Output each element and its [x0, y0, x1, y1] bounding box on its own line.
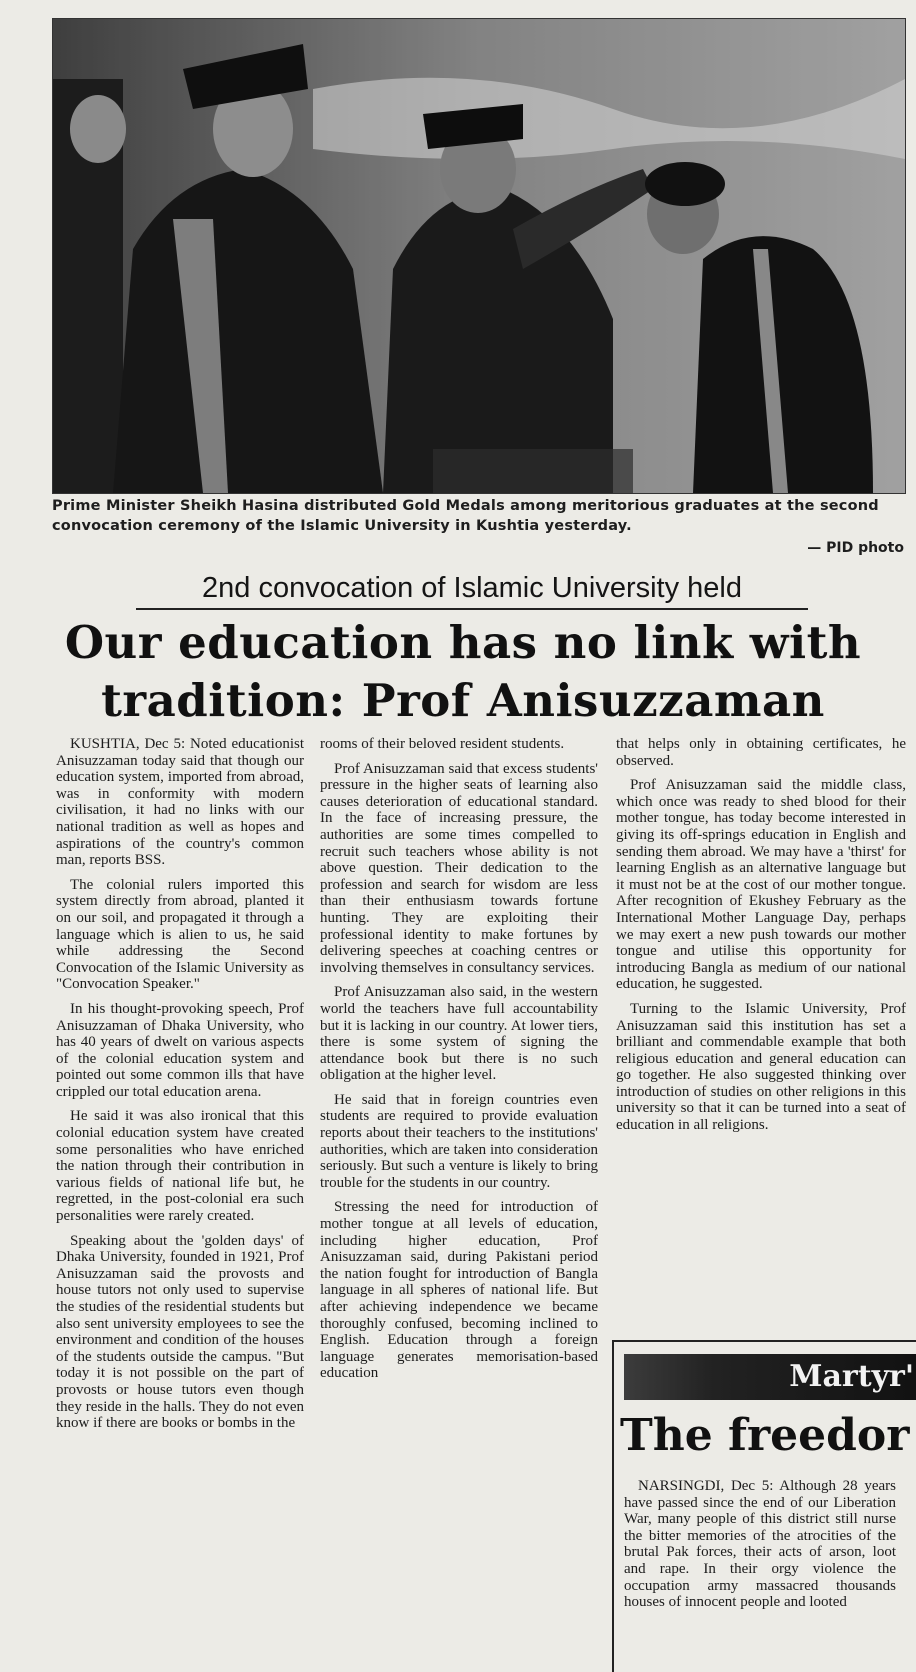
news-photo	[52, 18, 906, 494]
article-headline: Our education has no link with tradition: Prof Anisuzzaman	[64, 616, 862, 727]
paragraph: He said it was also ironical that this colonial education system have created some personalities who have enriched the nation through their contribution in various fields of national life but, he regretted, in the post-colonial era such personalities were rarely created.	[56, 1108, 304, 1225]
paragraph: that helps only in obtaining certificates, he observed.	[616, 736, 906, 769]
paragraph: Stressing the need for introduction of mother tongue at all levels of education, including higher education, Prof Anisuzzaman said, during Pakistani period the nation fought for introduction of Bangla language in all spheres of national life. But after achieving independence we became thoroughly confused, becoming inclined to English. Education through a foreign language generates memorisation-based education	[320, 1199, 598, 1382]
article-column-1	[56, 736, 304, 1440]
sidebar-story-body	[624, 1478, 896, 1611]
paragraph: Prof Anisuzzaman said that excess students' pressure in the higher seats of learning also causes deterioration of educational standard. In the face of increasing pressure, the authorities are some times compelled to recruit such teachers whose ability is not above question. Their dedication to the profession and search for wisdom are less than their enthusiasm towards fortune hunting. They are exploiting their professional identity to make fortunes by delivering speeches at coaching centres or involving themselves in consultancy services.	[320, 760, 598, 976]
article-kicker: 2nd convocation of Islamic University held	[136, 570, 808, 610]
paragraph: NARSINGDI, Dec 5: Although 28 years have passed since the end of our Liberation War, many people of this district still nurse the bitter memories of the atrocities of the brutal Pak forces, their acts of arson, loot and rape. In their orgy violence the occupation army massacred thousands houses of innocent people and looted	[624, 1478, 896, 1611]
paragraph: Turning to the Islamic University, Prof Anisuzzaman said this institution has set a brilliant and commendable example that both religious education and general education can go together. He also suggested thinking over introduction of studies on other religions in this university so that it can be turned into a seat of education in all religions.	[616, 1000, 906, 1134]
paragraph: rooms of their beloved resident students.	[320, 736, 565, 752]
paragraph: Prof Anisuzzaman also said, in the western world the teachers have full accountability but it is lacking in our country. At lower tiers, there is some system of signing the attendance book but there is no such obligation at the higher level.	[320, 984, 598, 1084]
paragraph: KUSHTIA, Dec 5: Noted educationist Anisuzzaman today said that though our education system, imported from abroad, was in conformity with modern civilisation, it had no links with our national tradition as well as hopes and aspirations of the country's common man, reports BSS.	[56, 736, 304, 869]
sidebar-story-headline: The freedor	[620, 1410, 910, 1461]
photo-caption: Prime Minister Sheikh Hasina distributed Gold Medals among meritorious graduates at the second convocation ceremony of the Islamic University in Kushtia yesterday.	[52, 498, 879, 534]
paragraph: He said that in foreign countries even students are required to provide evaluation reports about their teachers to the institutions' authorities, which are taken into consideration seriously. But such a venture is likely to bring trouble for the students in our country.	[320, 1091, 598, 1191]
paragraph: Speaking about the 'golden days' of Dhaka University, founded in 1921, Prof Anisuzzaman said the provosts and house tutors not only used to supervise the studies of the residential students but also sent university employees to see the environment and condition of the houses of the students outside the campus. "But today it is not possible on the part of provosts or house tutors even though they reside in the halls. They do not even know if there are books or bombs in the	[56, 1232, 304, 1432]
paragraph: Prof Anisuzzaman said the middle class, which once was ready to shed blood for their mother tongue, has today become interested in giving its off-springs education in English and sending them abroad. We may have a 'thirst' for learning English as an alternative language but it must not be at the cost of our mother tongue. After recognition of Ekushey February as the International Mother Language Day, perhaps we may exert a new push towards our mother tongue and utilise this opportunity for introducing Bangla as medium of our national education, he suggested.	[616, 777, 906, 993]
article-column-2	[320, 736, 598, 1390]
paragraph: The colonial rulers imported this system directly from abroad, planted it on our soil, and propagated it through a language which is alien to us, he said while addressing the Second Convocation of the Islamic University as "Convocation Speaker."	[56, 876, 304, 993]
paragraph: In his thought-provoking speech, Prof Anisuzzaman of Dhaka University, who has 40 years of dwelt on various aspects of the colonial education system and pointed out some common ills that have crippled our total education arena.	[56, 1000, 304, 1100]
article-column-3	[616, 736, 906, 1142]
photo-credit: — PID photo	[807, 540, 904, 556]
photo-icon	[53, 19, 905, 493]
sidebar-story-banner: Martyr'	[624, 1354, 916, 1400]
